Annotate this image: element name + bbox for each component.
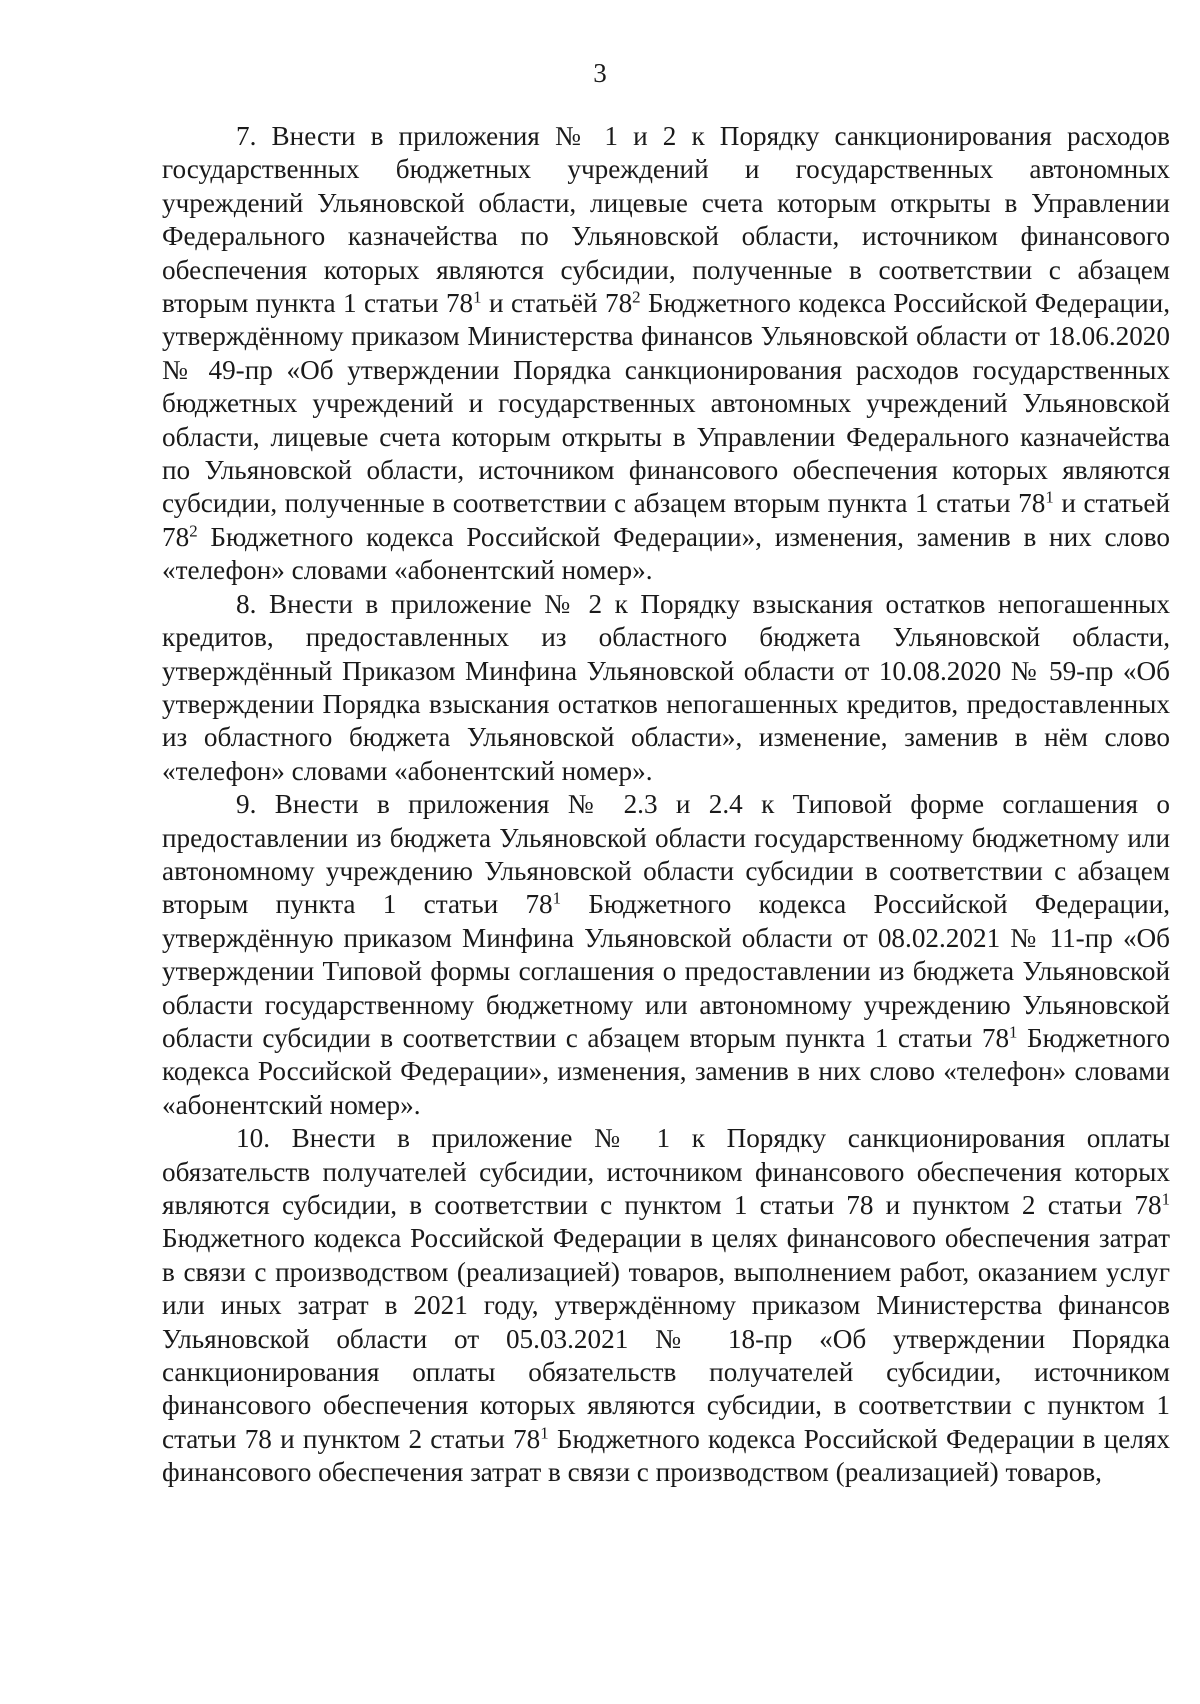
superscript: 1 — [540, 1423, 549, 1443]
paragraph-9 — [162, 788, 1170, 1122]
superscript: 1 — [1009, 1022, 1018, 1042]
text-run: Бюджетного кодекса Российской Федерации, утверждённую приказом Минфина Ульяновской области от 08.02.2021 № 11-пр «Об утверждении Типовой формы соглашения о предоставлении из бюджета Ульяновской области государственному бюджетному или автономному учреждению Ульяновской области субсидии в соответствии с абзацем вторым пункта 1 статьи 78 — [162, 889, 1170, 1053]
superscript: 1 — [473, 287, 482, 307]
superscript: 2 — [632, 287, 641, 307]
superscript: 2 — [189, 521, 198, 541]
text-run: и статьей 78 — [162, 488, 1170, 552]
text-run: Бюджетного кодекса Российской Федерации, утверждённому приказом Министерства финансов Ульяновской области от 18.06.2020 № 49-пр «Об утверждении Порядка санкционирования расходов государственных бюджетных учреждений и государственных автономных учреждений Ульяновской области, лицевые счета которым открыты в Управлении Федерального казначейства по Ульяновской области, источником финансового обеспечения которых являются субсидии, полученные в соответствии с абзацем вторым пункта 1 статьи 78 — [162, 288, 1171, 519]
text-run: 10. Внести в приложение № 1 к Порядку санкционирования оплаты обязательств получателей субсидии, источником финансового обеспечения которых являются субсидии, в соответствии с пунктом 1 статьи 78 и пунктом 2 статьи 78 — [162, 1123, 1170, 1220]
text-run: Бюджетного кодекса Российской Федерации в целях финансового обеспечения затрат в связи с производством (реализацией) товаров, — [162, 1423, 1170, 1488]
superscript: 1 — [1161, 1189, 1170, 1209]
text-run: 8. Внести в приложение № 2 к Порядку взыскания остатков непогашенных кредитов, предоставленных из областного бюджета Ульяновской области, утверждённый Приказом Минфина Ульяновской области от 10.08.2020 № 59-пр «Об утверждении Порядка взыскания остатков непогашенных кредитов, предоставленных из областного бюджета Ульяновской области», изменение, заменив в нём слово «телефон» словами «абонентский номер». — [162, 588, 1170, 786]
text-run: 9. Внести в приложения № 2.3 и 2.4 к Типовой форме соглашения о предоставлении из бюджета Ульяновской области государственному бюджетному или автономному учреждению Ульяновской области субсидии в соответствии с абзацем вторым пункта 1 статьи 78 — [162, 789, 1170, 920]
paragraph-8 — [162, 588, 1170, 788]
text-run: Бюджетного кодекса Российской Федерации», изменения, заменив в них слово «телефон» словами «абонентский номер». — [162, 1022, 1170, 1120]
text-run: и статьёй 78 — [481, 288, 633, 319]
superscript: 1 — [1045, 488, 1054, 508]
paragraph-10 — [162, 1122, 1170, 1489]
page-number: 3 — [593, 58, 607, 88]
text-run: Бюджетного кодекса Российской Федерации в целях финансового обеспечения затрат в связи с производством (реализацией) товаров, выполнением работ, оказанием услуг или иных затрат в 2021 году, утверждённому приказом Министерства финансов Ульяновской области от 05.03.2021 № 18-пр «Об утверждении Порядка санкционирования оплаты обязательств получателей субсидии, источником финансового обеспечения которых являются субсидии, в соответствии с пунктом 1 статьи 78 и пунктом 2 статьи 78 — [162, 1223, 1170, 1454]
document-body — [162, 120, 1170, 1490]
text-run: Бюджетного кодекса Российской Федерации», изменения, заменив в них слово «телефон» словами «абонентский номер». — [162, 521, 1170, 586]
paragraph-7 — [162, 120, 1170, 588]
text-run: 7. Внести в приложения № 1 и 2 к Порядку санкционирования расходов государственных бюджетных учреждений и государственных автономных учреждений Ульяновской области, лицевые счета которым открыты в Управлении Федерального казначейства по Ульяновской области, источником финансового обеспечения которых являются субсидии, полученные в соответствии с абзацем вторым пункта 1 статьи 78 — [162, 121, 1170, 319]
superscript: 1 — [552, 889, 562, 909]
